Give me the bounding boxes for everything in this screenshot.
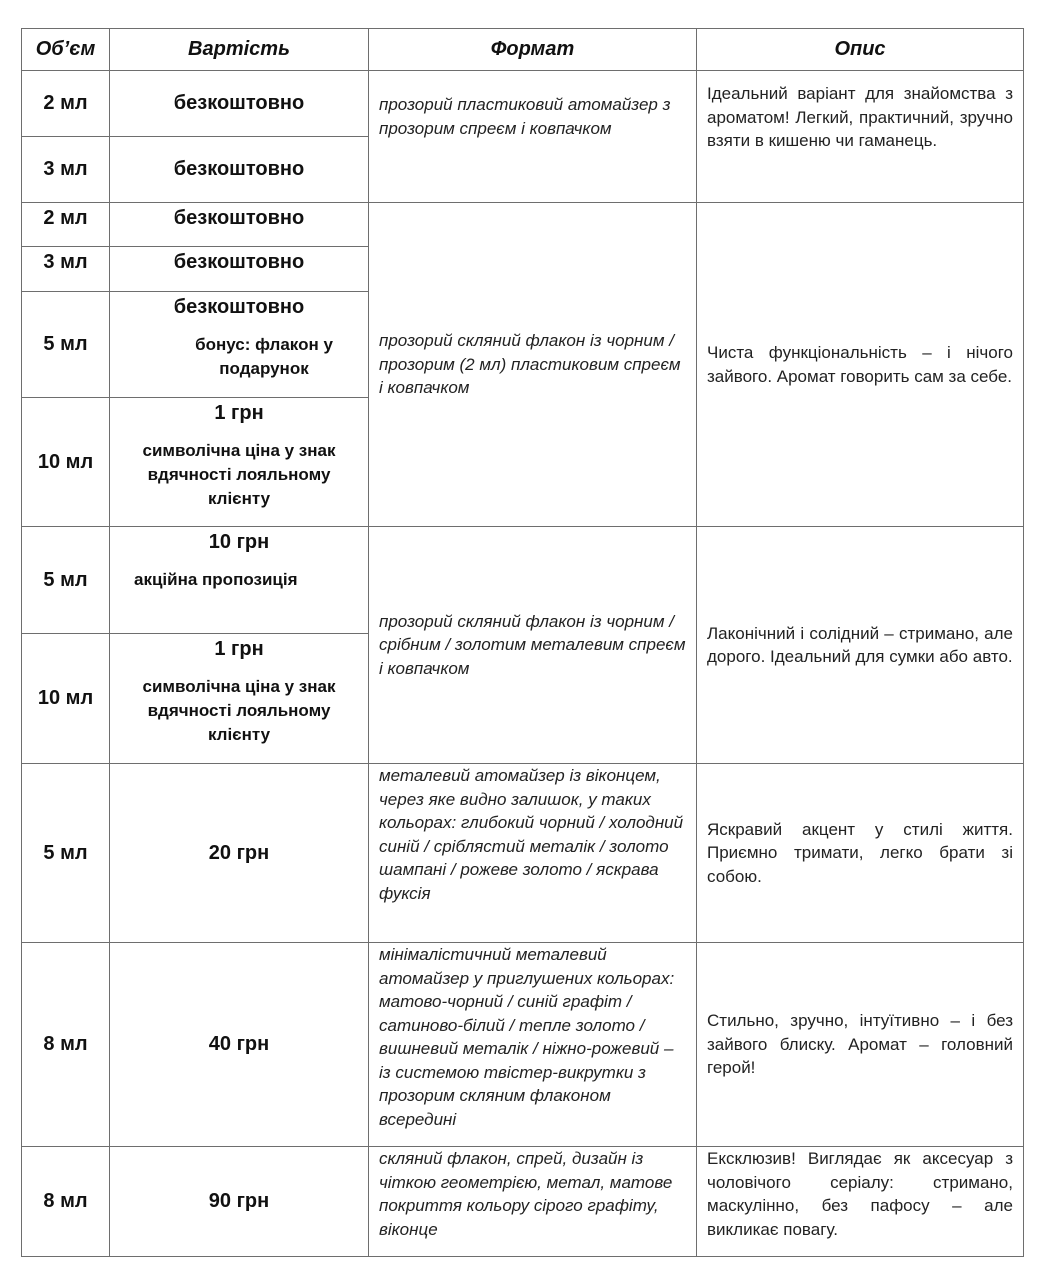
volume-cell: 5 мл — [22, 292, 110, 398]
price-note: акційна пропозиція — [134, 570, 298, 589]
format-cell: мінімалістичний металевий атомайзер у приглушених кольорах: матово-чорний / синій графіт / сатиново-білий / тепле золото / вишневий металік / ніжно-рожевий – із системою твістер-викрутки з прозорим скляним флаконом всередині — [369, 943, 697, 1147]
table-row — [22, 1147, 1024, 1257]
price-cell — [110, 527, 369, 634]
format-cell: прозорий скляний флакон із чорним / срібним / золотим металевим спреєм і ковпачком — [369, 527, 697, 764]
price-note: символічна ціна у знак вдячності лояльному клієнту — [142, 677, 336, 744]
price-value: безкоштовно — [173, 296, 305, 318]
description-cell: Лаконічний і солідний – стримано, але дорого. Ідеальний для сумки або авто. — [697, 527, 1024, 764]
format-cell: прозорий пластиковий атомайзер з прозорим спреєм і ковпачком — [369, 71, 697, 203]
volume-cell: 3 мл — [22, 137, 110, 203]
volume-cell: 10 мл — [22, 398, 110, 527]
header-volume: Об’єм — [22, 29, 110, 71]
price-cell — [110, 398, 369, 527]
volume-cell: 3 мл — [22, 247, 110, 292]
table-row — [22, 527, 1024, 634]
volume-cell: 10 мл — [22, 634, 110, 764]
table-row — [22, 203, 1024, 247]
price-note: бонус: флакон у подарунок — [195, 335, 333, 378]
price-cell — [110, 292, 369, 398]
price-cell — [110, 247, 369, 292]
header-row — [22, 29, 1024, 71]
volume-cell: 2 мл — [22, 71, 110, 137]
volume-cell: 8 мл — [22, 943, 110, 1147]
table-row — [22, 71, 1024, 137]
price-value: 20 грн — [208, 841, 270, 864]
description-cell: Чиста функціональність – і нічого зайвого. Аромат говорить сам за себе. — [697, 203, 1024, 527]
price-cell — [110, 137, 369, 203]
header-price: Вартість — [110, 29, 369, 71]
price-value: безкоштовно — [173, 158, 305, 180]
price-note: символічна ціна у знак вдячності лояльному клієнту — [142, 441, 336, 508]
description-cell: Яскравий акцент у стилі життя. Приємно тримати, легко брати зі собою. — [697, 764, 1024, 943]
price-cell — [110, 71, 369, 137]
description-cell: Ідеальний варіант для знайомства з ароматом! Легкий, практичний, зручно взяти в кишеню чи гаманець. — [697, 71, 1024, 203]
volume-cell: 5 мл — [22, 764, 110, 943]
price-cell — [110, 1147, 369, 1257]
price-value: 1 грн — [214, 402, 264, 424]
price-cell — [110, 764, 369, 943]
price-value: безкоштовно — [173, 207, 305, 229]
price-value: безкоштовно — [173, 92, 305, 114]
volume-cell: 8 мл — [22, 1147, 110, 1257]
price-cell — [110, 203, 369, 247]
price-value: безкоштовно — [173, 251, 305, 273]
price-value: 1 грн — [214, 638, 264, 660]
description-cell: Стильно, зручно, інтуїтивно – і без зайвого блиску. Аромат – головний герой! — [697, 943, 1024, 1147]
description-cell: Ексклюзив! Виглядає як аксесуар з чоловічого серіалу: стримано, маскулінно, без пафосу – але викликає повагу. — [697, 1147, 1024, 1257]
volume-cell: 5 мл — [22, 527, 110, 634]
header-description: Опис — [697, 29, 1024, 71]
price-cell — [110, 634, 369, 764]
pricing-table — [21, 28, 1024, 1257]
price-value: 10 грн — [208, 531, 270, 553]
format-cell: скляний флакон, спрей, дизайн із чіткою геометрією, метал, матове покриття кольору сірого графіту, віконце — [369, 1147, 697, 1257]
table-row — [22, 764, 1024, 943]
price-cell — [110, 943, 369, 1147]
format-cell: металевий атомайзер із віконцем, через яке видно залишок, у таких кольорах: глибокий чорний / холодний синій / сріблястий металік / золото шампані / рожеве золото / яскрава фуксія — [369, 764, 697, 943]
price-value: 90 грн — [208, 1190, 270, 1212]
table-row — [22, 943, 1024, 1147]
header-format: Формат — [369, 29, 697, 71]
price-value: 40 грн — [208, 1033, 270, 1055]
volume-cell: 2 мл — [22, 203, 110, 247]
format-cell: прозорий скляний флакон із чорним / прозорим (2 мл) пластиковим спреєм і ковпачком — [369, 203, 697, 527]
